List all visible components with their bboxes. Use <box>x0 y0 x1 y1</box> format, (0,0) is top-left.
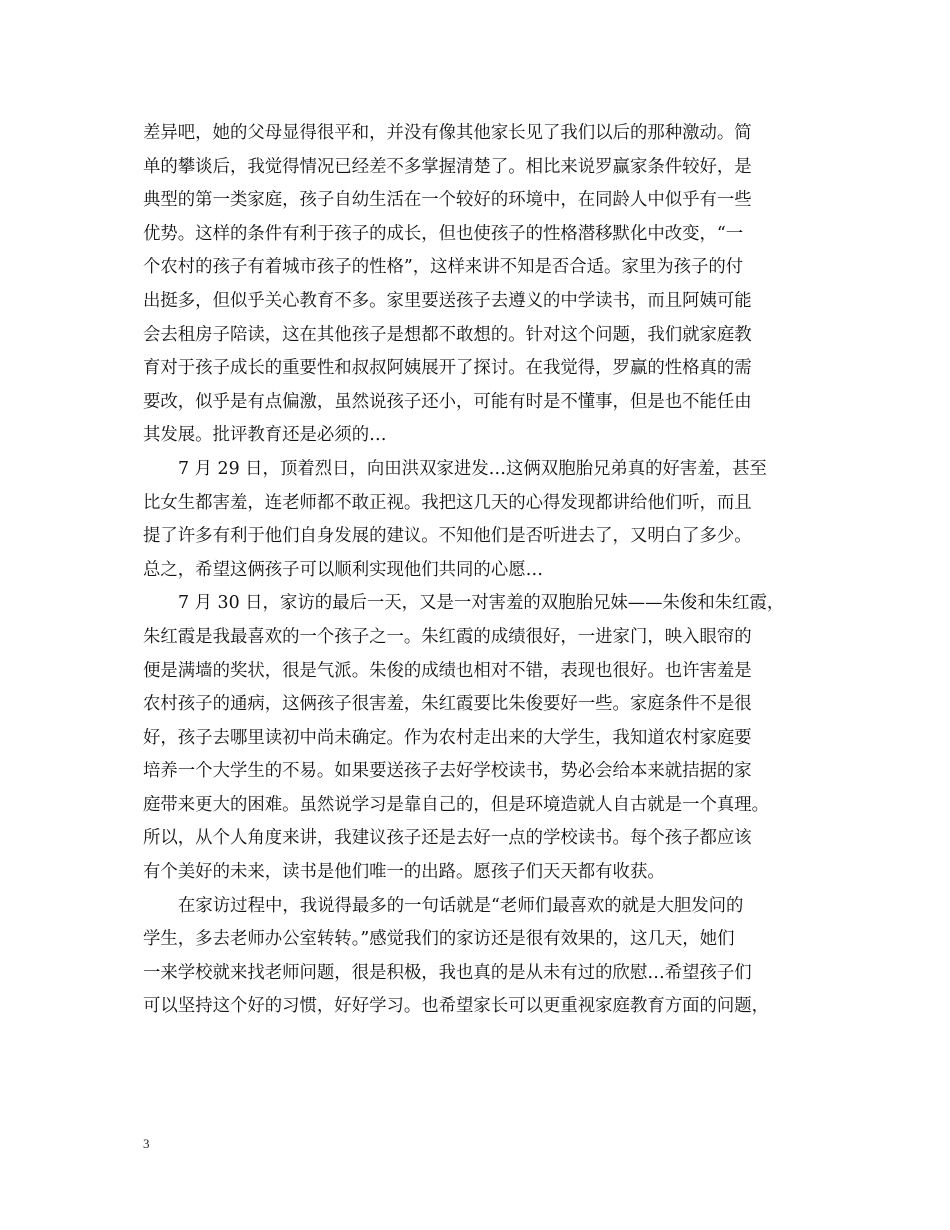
text-line: 培养一个大学生的不易。如果要送孩子去好学校读书，势必会给本来就拮据的家 <box>143 761 752 782</box>
text-line: 农村孩子的通病，这俩孩子很害羞，朱红霞要比朱俊要好一些。家庭条件不是很 <box>143 694 752 715</box>
text-line: 会去租房子陪读，这在其他孩子是想都不敢想的。针对这个问题，我们就家庭教 <box>143 324 752 345</box>
paragraph-start-line: 在家访过程中，我说得最多的一句话就是“老师们最喜欢的就是大胆发问的 <box>178 895 744 916</box>
text-line: 庭带来更大的困难。虽然说学习是靠自己的，但是环境造就人自古就是一个真理。 <box>143 794 770 815</box>
text-line: 个农村的孩子有着城市孩子的性格”，这样来讲不知是否合适。家里为孩子的付 <box>143 257 744 278</box>
text-line: 育对于孩子成长的重要性和叔叔阿姨展开了探讨。在我觉得，罗赢的性格真的需 <box>143 358 752 379</box>
text-line: 好，孩子去哪里读初中尚未确定。作为农村走出来的大学生，我知道农村家庭要 <box>143 727 752 748</box>
text-line: 一来学校就来找老师问题，很是积极，我也真的是从未有过的欣慰…希望孩子们 <box>143 962 752 983</box>
text-line: 比女生都害羞，连老师都不敢正视。我把这几天的心得发现都讲给他们听，而且 <box>143 492 752 513</box>
text-line: 提了许多有利于他们自身发展的建议。不知他们是否听进去了，又明白了多少。 <box>143 526 752 547</box>
text-line: 典型的第一类家庭，孩子自幼生活在一个较好的环境中，在同龄人中似乎有一些 <box>143 190 752 211</box>
text-line: 其发展。批评教育还是必须的… <box>143 425 387 446</box>
text-line: 所以，从个人角度来讲，我建议孩子还是去好一点的学校读书。每个孩子都应该 <box>143 828 752 849</box>
text-line: 单的攀谈后，我觉得情况已经差不多掌握清楚了。相比来说罗赢家条件较好，是 <box>143 156 752 177</box>
text-line: 便是满墙的奖状，很是气派。朱俊的成绩也相对不错，表现也很好。也许害羞是 <box>143 660 752 681</box>
text-line: 有个美好的未来，读书是他们唯一的出路。愿孩子们天天都有收获。 <box>143 862 665 883</box>
body-text <box>143 117 823 1024</box>
text-line: 学生，多去老师办公室转转。”感觉我们的家访还是很有效果的，这几天，她们 <box>143 929 735 950</box>
paragraph-start-line: 7 月 29 日，顶着烈日，向田洪双家进发…这俩双胞胎兄弟真的好害羞，甚至 <box>178 458 767 479</box>
text-line: 优势。这样的条件有利于孩子的成长，但也使孩子的性格潜移默化中改变，“一 <box>143 223 744 244</box>
text-line: 要改，似乎是有点偏激，虽然说孩子还小，可能有时是不懂事，但是也不能任由 <box>143 391 752 412</box>
page-number: 3 <box>143 1136 150 1151</box>
paragraph-start-line: 7 月 30 日，家访的最后一天，又是一对害羞的双胞胎兄妹——朱俊和朱红霞， <box>178 593 785 614</box>
text-line: 朱红霞是我最喜欢的一个孩子之一。朱红霞的成绩很好，一进家门，映入眼帘的 <box>143 626 752 647</box>
text-line: 总之，希望这俩孩子可以顺利实现他们共同的心愿… <box>143 559 543 580</box>
text-line: 出挺多，但似乎关心教育不多。家里要送孩子去遵义的中学读书，而且阿姨可能 <box>143 290 752 311</box>
text-line: 差异吧，她的父母显得很平和，并没有像其他家长见了我们以后的那种激动。简 <box>143 123 752 143</box>
text-line: 可以坚持这个好的习惯，好好学习。也希望家长可以更重视家庭教育方面的问题， <box>143 996 770 1017</box>
